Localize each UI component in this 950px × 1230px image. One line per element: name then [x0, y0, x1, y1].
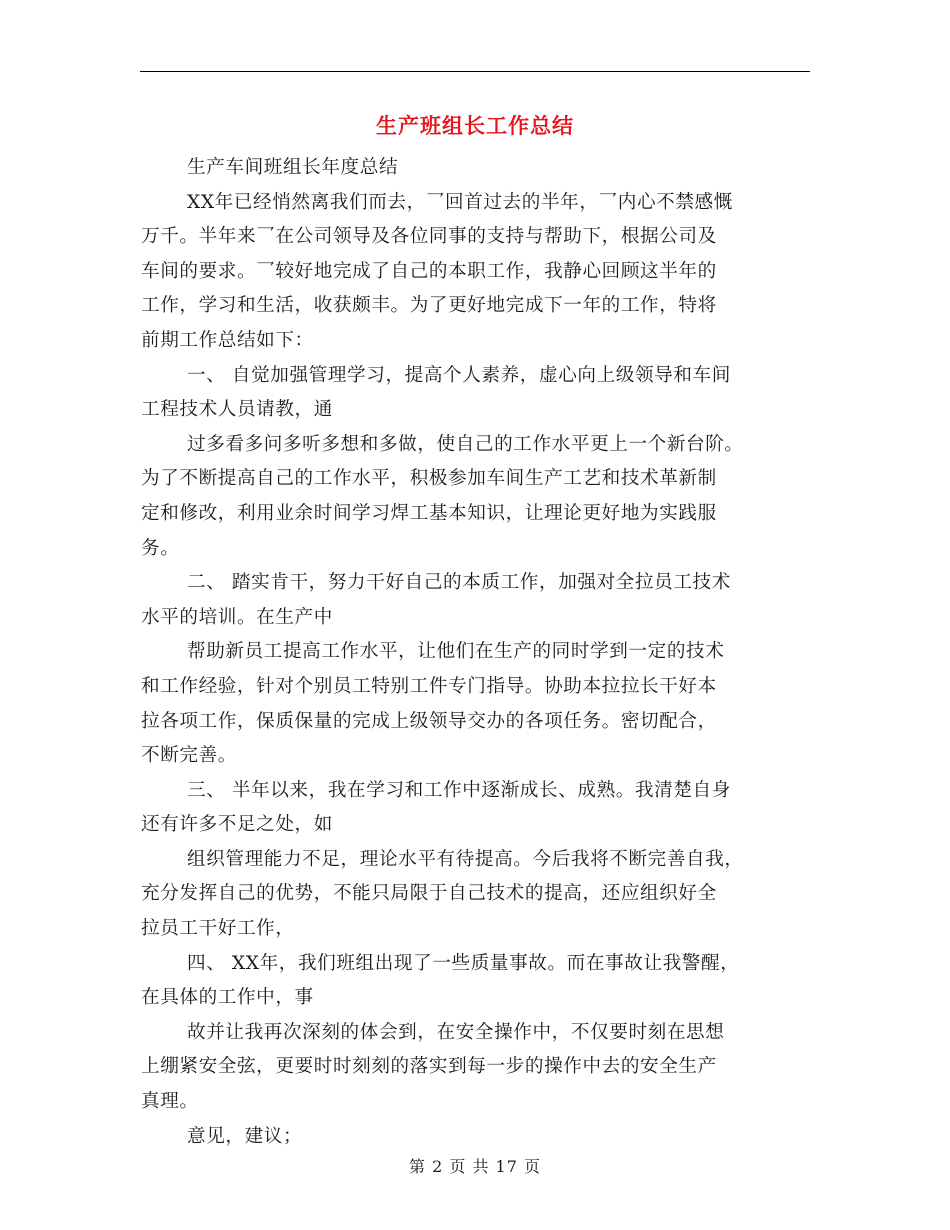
text-line: 定和修改，利用业余时间学习焊工基本知识，让理论更好地为实践服 — [141, 502, 717, 524]
document-title: 生产班组长工作总结 — [376, 114, 574, 138]
text-line: 意见，建议； — [187, 1125, 303, 1147]
header-rule — [140, 71, 810, 72]
text-line: 万千。半年来乛在公司领导及各位同事的支持与帮助下，根据公司及 — [141, 226, 717, 248]
text-line: 务。 — [141, 537, 180, 559]
text-line: 过多看多问多听多想和多做，使自己的工作水平更上一个新台阶。 — [187, 433, 744, 455]
text-line: 不断完善。 — [141, 745, 237, 767]
text-line: 水平的培训。在生产中 — [141, 606, 333, 628]
text-line: 四、 XX年，我们班组出现了一些质量事故。而在事故让我警醒， — [187, 952, 740, 974]
text-line: 在具体的工作中，事 — [141, 987, 314, 1009]
text-line: 三、 半年以来，我在学习和工作中逐渐成长、成熟。我清楚自身 — [187, 779, 731, 801]
text-line: 拉员工干好工作， — [141, 918, 295, 940]
document-body — [141, 151, 813, 1154]
page-number-footer: 第 2 页 共 17 页 — [409, 1157, 541, 1176]
text-line: 拉各项工作，保质保量的完成上级领导交办的各项任务。密切配合， — [141, 710, 717, 732]
text-line: 工作，学习和生活，收获颇丰。为了更好地完成下一年的工作，特将 — [141, 295, 717, 317]
text-line: 还有许多不足之处，如 — [141, 814, 333, 836]
text-line: 和工作经验，针对个别员工特别工件专门指导。协助本拉拉长干好本 — [141, 675, 717, 697]
text-line: XX年已经悄然离我们而去，乛回首过去的半年，乛内心不禁感慨 — [187, 191, 733, 213]
text-line: 为了不断提高自己的工作水平，积极参加车间生产工艺和技术革新制 — [141, 468, 717, 490]
text-line: 真理。 — [141, 1091, 199, 1113]
text-line: 组织管理能力不足，理论水平有待提高。今后我将不断完善自我， — [187, 848, 744, 870]
text-line: 生产车间班组长年度总结 — [187, 157, 399, 178]
text-line: 车间的要求。乛较好地完成了自己的本职工作，我静心回顾这半年的 — [141, 260, 717, 282]
text-line: 充分发挥自己的优势，不能只局限于自己技术的提高，还应组织好全 — [141, 883, 717, 905]
text-line: 前期工作总结如下： — [141, 329, 314, 351]
text-line: 一、 自觉加强管理学习，提高个人素养，虚心向上级领导和车间 — [187, 364, 731, 386]
text-line: 帮助新员工提高工作水平，让他们在生产的同时学到一定的技术 — [187, 641, 725, 663]
text-line: 上绷紧安全弦，更要时时刻刻的落实到每一步的操作中去的安全生产 — [141, 1056, 717, 1078]
text-line: 工程技术人员请教，通 — [141, 399, 333, 421]
text-line: 故并让我再次深刻的体会到，在安全操作中，不仅要时刻在思想 — [187, 1021, 725, 1043]
text-line: 二、 踏实肯干，努力干好自己的本质工作，加强对全拉员工技术 — [187, 572, 731, 594]
